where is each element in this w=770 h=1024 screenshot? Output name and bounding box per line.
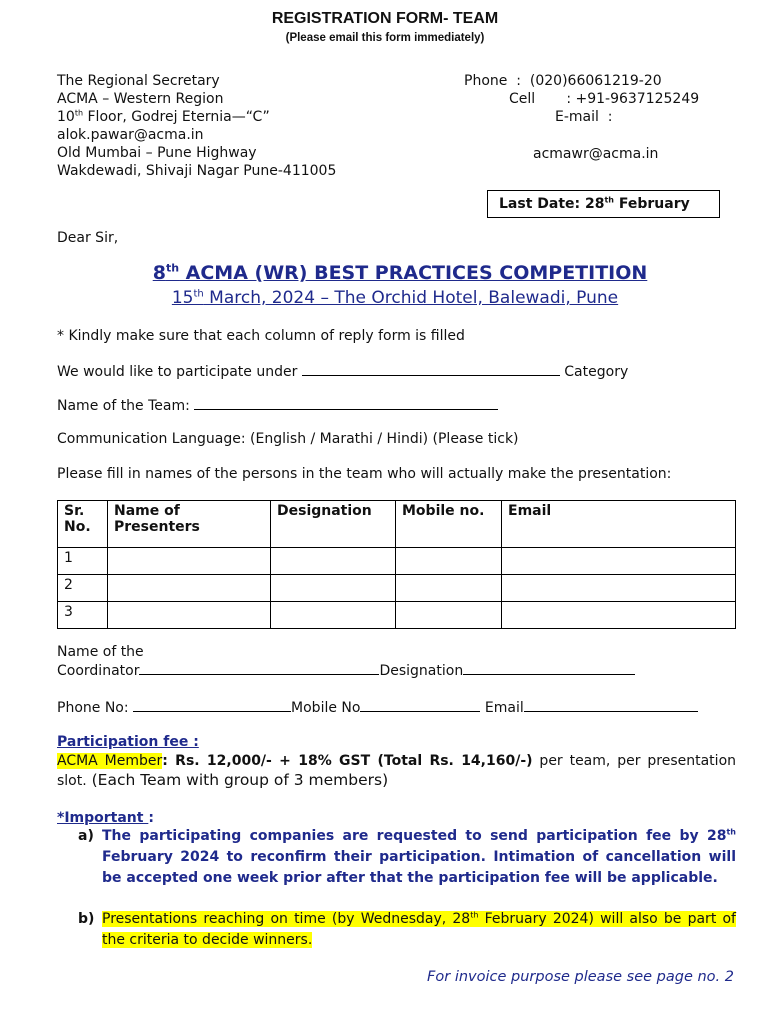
row-number: 3 xyxy=(58,602,108,629)
address-line: The Regional Secretary xyxy=(57,73,220,89)
cell-email[interactable] xyxy=(502,602,736,629)
address-email: alok.pawar@acma.in xyxy=(57,127,204,143)
fill-note: * Kindly make sure that each column of reply form is filled xyxy=(57,328,465,344)
address-line: Old Mumbai – Pune Highway xyxy=(57,145,257,161)
cell-mobile[interactable] xyxy=(396,602,502,629)
email-blank[interactable] xyxy=(524,699,698,712)
row-number: 2 xyxy=(58,575,108,602)
coordinator-contact-line: Phone No: Mobile No Email xyxy=(57,699,698,716)
col-header-designation: Designation xyxy=(271,501,396,548)
coordinator-label-1: Name of the xyxy=(57,644,144,660)
col-header-email: Email xyxy=(502,501,736,548)
cell-email[interactable] xyxy=(502,575,736,602)
cell-name[interactable] xyxy=(108,575,271,602)
email-label: E-mail : xyxy=(555,109,613,125)
coordinator-line: Coordinator Designation xyxy=(57,662,635,679)
address-line: ACMA – Western Region xyxy=(57,91,224,107)
col-header-mobile: Mobile no. xyxy=(396,501,502,548)
team-name-line: Name of the Team: xyxy=(57,397,498,414)
competition-title: 8th ACMA (WR) BEST PRACTICES COMPETITION xyxy=(152,261,648,284)
fee-text: ACMA Member: Rs. 12,000/- + 18% GST (Total Rs. 14,160/-) per team, per presentation slot. (Each Team with group of 3 members) xyxy=(57,753,737,789)
fee-heading: Participation fee : xyxy=(57,734,199,750)
presenters-table xyxy=(57,500,736,629)
important-item-a: a) The participating companies are requested to send participation fee by 28th February 2024 to reconfirm their participation. Intimation of cancellation will be accepted one week prior after that the participation fee will be applicable. xyxy=(78,827,736,886)
cell-email[interactable] xyxy=(502,548,736,575)
language-line: Communication Language: (English / Marathi / Hindi) (Please tick) xyxy=(57,431,519,447)
table-row xyxy=(58,575,736,602)
persons-line: Please fill in names of the persons in the team who will actually make the presentation: xyxy=(57,466,672,482)
competition-date-venue: 15th March, 2024 – The Orchid Hotel, Balewadi, Pune xyxy=(171,288,619,308)
col-header-sr: Sr. No. xyxy=(58,501,108,548)
important-item-b: b) Presentations reaching on time (by Wednesday, 28th February 2024) will also be part of the criteria to decide winners. xyxy=(78,910,736,948)
member-highlight: ACMA Member xyxy=(57,753,163,769)
cell-designation[interactable] xyxy=(271,602,396,629)
address-line: Wakdewadi, Shivaji Nagar Pune-411005 xyxy=(57,163,337,179)
email-value: acmawr@acma.in xyxy=(533,146,659,162)
important-heading: *Important : xyxy=(57,810,154,826)
cell-designation[interactable] xyxy=(271,548,396,575)
address-block xyxy=(57,72,336,180)
item-b-highlight: Presentations reaching on time (by Wednesday, 28th February 2024) will also be part of the criteria to decide winners. xyxy=(102,910,736,948)
coordinator-designation-blank[interactable] xyxy=(463,662,635,675)
address-floor-line: 10th Floor, Godrej Eternia—“C” xyxy=(57,108,270,125)
cell-name[interactable] xyxy=(108,548,271,575)
cell-mobile[interactable] xyxy=(396,575,502,602)
coordinator-name-blank[interactable] xyxy=(139,662,379,675)
form-subtitle: (Please email this form immediately) xyxy=(285,32,485,44)
category-blank[interactable] xyxy=(302,363,560,376)
mobile-blank[interactable] xyxy=(360,699,480,712)
team-name-blank[interactable] xyxy=(194,397,498,410)
table-header-row xyxy=(58,501,736,548)
cell-line: Cell : +91-9637125249 xyxy=(509,91,700,107)
cell-designation[interactable] xyxy=(271,575,396,602)
invoice-note: For invoice purpose please see page no. 2 xyxy=(427,969,734,985)
salutation: Dear Sir, xyxy=(57,230,119,246)
phone-blank[interactable] xyxy=(133,699,291,712)
table-row xyxy=(58,602,736,629)
last-date-box: Last Date: 28th February xyxy=(487,190,720,218)
table-row xyxy=(58,548,736,575)
phone-line: Phone : (020)66061219-20 xyxy=(464,73,662,89)
col-header-name: Name of Presenters xyxy=(108,501,271,548)
form-title: REGISTRATION FORM- TEAM xyxy=(271,10,499,27)
cell-name[interactable] xyxy=(108,602,271,629)
row-number: 1 xyxy=(58,548,108,575)
category-line: We would like to participate under Category xyxy=(57,364,629,380)
cell-mobile[interactable] xyxy=(396,548,502,575)
